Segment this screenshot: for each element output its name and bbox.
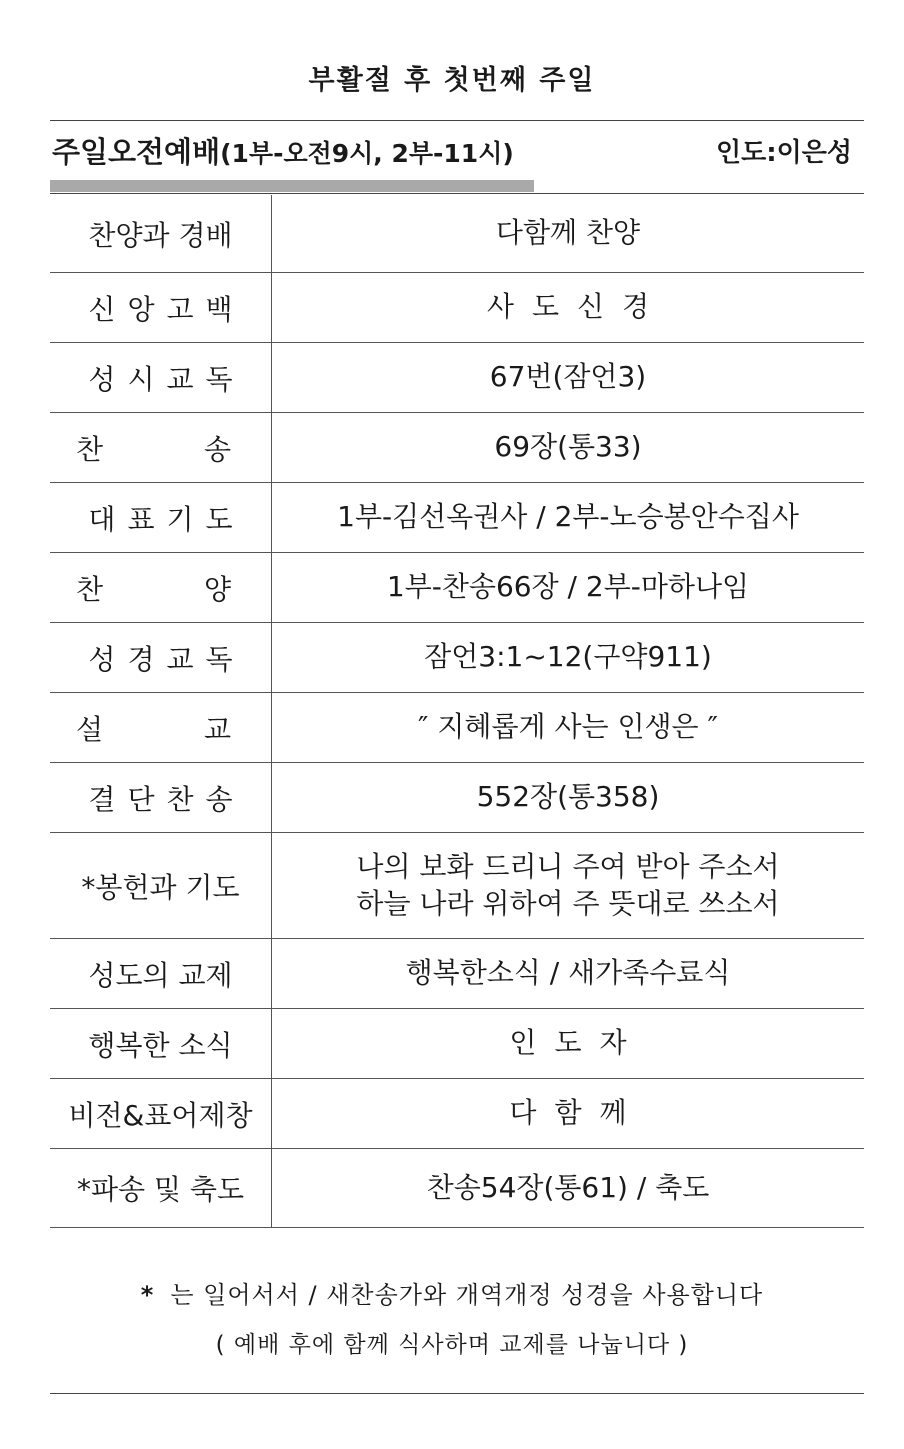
table-row	[50, 1079, 864, 1149]
table-row	[50, 763, 864, 833]
service-title	[52, 130, 514, 171]
table-row	[50, 195, 864, 273]
row-value: 다함께	[509, 1096, 645, 1130]
hymn-line-1: 나의 보화 드리니 주여 받아 주소서	[356, 850, 780, 884]
row-value: ″ 지혜롭게 사는 인생은 ″	[418, 710, 718, 744]
table-row	[50, 939, 864, 1009]
table-row	[50, 1149, 864, 1228]
row-label: 신앙고백	[50, 273, 272, 342]
row-value: 69장(통33)	[494, 430, 642, 464]
row-label: *봉헌과 기도	[50, 833, 272, 938]
header-underline-bar	[50, 180, 534, 192]
row-label-right: 양	[203, 572, 231, 606]
table-row	[50, 273, 864, 343]
row-value: 찬송54장(통61) / 축도	[426, 1170, 710, 1204]
page-title: 부활절 후 첫번째 주일	[308, 65, 596, 96]
row-value: 행복한소식 / 새가족수료식	[405, 956, 731, 990]
row-label-right: 교	[203, 712, 231, 746]
service-name: 주일오전예배	[52, 135, 221, 169]
row-value: 인도자	[509, 1026, 645, 1060]
order-of-worship-table	[50, 195, 864, 1228]
row-label-right: 송	[203, 432, 231, 466]
service-times: (1부-오전9시, 2부-11시)	[220, 139, 514, 168]
top-divider	[50, 120, 864, 121]
row-value: 사도신경	[486, 290, 668, 324]
table-row	[50, 483, 864, 553]
row-label-left: 찬	[76, 432, 104, 466]
table-top-border	[50, 193, 864, 194]
table-row	[50, 693, 864, 763]
row-label: 행복한 소식	[50, 1009, 272, 1078]
row-value: 다함께 찬양	[495, 216, 641, 250]
row-label	[50, 553, 272, 622]
table-row	[50, 413, 864, 483]
standing-star-mark: *	[140, 1281, 155, 1309]
row-value: 1부-김선옥권사 / 2부-노승봉안수집사	[337, 500, 799, 534]
service-header	[52, 130, 852, 172]
row-value: 1부-찬송66장 / 2부-마하나임	[386, 570, 750, 604]
table-row	[50, 343, 864, 413]
row-value	[272, 833, 864, 938]
row-label: 성시교독	[50, 343, 272, 412]
row-label: 성도의 교제	[50, 939, 272, 1008]
row-label: 결단찬송	[50, 763, 272, 832]
row-label: 찬양과 경배	[50, 195, 272, 272]
footer-note	[0, 1275, 904, 1310]
row-label-left: 설	[76, 712, 104, 746]
row-label: 비전&표어제창	[50, 1079, 272, 1148]
row-label: *파송 및 축도	[50, 1149, 272, 1227]
row-value: 552장(통358)	[476, 780, 660, 814]
hymn-line-2: 하늘 나라 위하여 주 뜻대로 쓰소서	[356, 886, 780, 920]
row-label	[50, 693, 272, 762]
row-value: 67번(잠언3)	[489, 360, 647, 394]
row-label: 대표기도	[50, 483, 272, 552]
table-row	[50, 553, 864, 623]
table-row	[50, 623, 864, 693]
service-leader: 인도:이은성	[716, 138, 852, 168]
footer-note-text: 는 일어서서 / 새찬송가와 개역개정 성경을 사용합니다	[170, 1281, 764, 1309]
row-value: 잠언3:1~12(구약911)	[424, 640, 712, 674]
table-row	[50, 1009, 864, 1079]
bottom-divider	[50, 1393, 864, 1394]
row-label: 성경교독	[50, 623, 272, 692]
row-label	[50, 413, 272, 482]
row-label-left: 찬	[76, 572, 104, 606]
table-row	[50, 833, 864, 939]
footer-subnote: ( 예배 후에 함께 식사하며 교제를 나눕니다 )	[215, 1332, 689, 1358]
